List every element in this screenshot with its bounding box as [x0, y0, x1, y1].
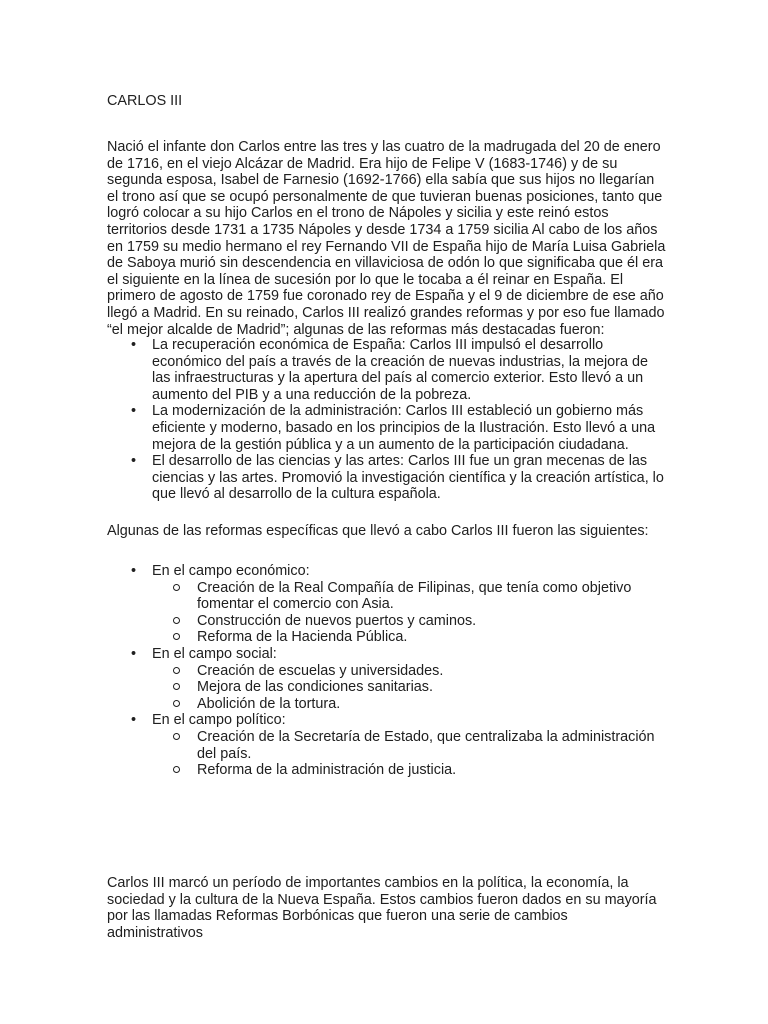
specific-reforms-intro: Algunas de las reformas específicas que llevó a cabo Carlos III fueron las siguientes:: [107, 523, 649, 539]
sublist-item-text: Abolición de la tortura.: [197, 695, 341, 712]
bullet-icon: •: [131, 712, 137, 729]
sublist-item: [152, 663, 667, 680]
reform-bullet-list: [107, 337, 667, 503]
reform-bullet-text: El desarrollo de las ciencias y las artes: Carlos III fue un gran mecenas de las ciencias y las artes. Promovió la investigación científica y la creación artística, lo que llevó al desarrollo de la cultura española.: [152, 453, 664, 503]
bullet-icon: •: [131, 337, 137, 353]
category-label: En el campo social:: [152, 645, 277, 662]
sublist-item-text: Creación de la Real Compañía de Filipinas, que tenía como objetivo fomentar el comercio con Asia.: [197, 579, 632, 613]
reform-bullet-item: [107, 337, 667, 403]
bullet-icon: •: [131, 563, 137, 579]
bullet-icon: •: [131, 645, 137, 662]
circle-bullet-icon: [173, 700, 180, 707]
circle-bullet-icon: [173, 766, 180, 773]
circle-bullet-icon: [173, 584, 180, 591]
sublist-item-text: Creación de la Secretaría de Estado, que centralizaba la administración del país.: [197, 728, 655, 762]
category-sublist: [152, 663, 667, 713]
circle-bullet-icon: [173, 733, 180, 740]
sublist-item-text: Reforma de la administración de justicia.: [197, 762, 457, 779]
sublist-item: [152, 729, 667, 762]
category-label: En el campo económico:: [152, 563, 310, 579]
sublist-item: [152, 679, 667, 696]
reform-category-list: [107, 563, 667, 779]
category-item-political: [107, 712, 667, 778]
sublist-item-text: Creación de escuelas y universidades.: [197, 662, 444, 679]
sublist-item: [152, 613, 667, 630]
circle-bullet-icon: [173, 667, 180, 674]
category-item-economic: [107, 563, 667, 646]
reform-bullet-text: La modernización de la administración: Carlos III estableció un gobierno más eficiente y moderno, basado en los principios de la Ilustración. Esto llevó a una mejora de la gestión pública y a un aumento de la participación ciudadana.: [152, 403, 656, 453]
sublist-item: [152, 696, 667, 713]
sublist-item: [152, 762, 667, 779]
sublist-item-text: Mejora de las condiciones sanitarias.: [197, 679, 433, 696]
closing-paragraph: Carlos III marcó un período de importantes cambios en la política, la economía, la sociedad y la cultura de la Nueva España. Estos cambios fueron dados en su mayoría por las llamadas Reformas Borbónicas que fueron una serie de cambios administrativos: [107, 875, 657, 941]
category-sublist: [152, 729, 667, 779]
circle-bullet-icon: [173, 617, 180, 624]
document-title: CARLOS III: [107, 93, 183, 109]
bullet-icon: •: [131, 403, 137, 420]
category-label: En el campo político:: [152, 712, 286, 729]
sublist-item-text: Reforma de la Hacienda Pública.: [197, 629, 408, 646]
circle-bullet-icon: [173, 683, 180, 690]
category-item-social: [107, 646, 667, 712]
intro-paragraph: Nació el infante don Carlos entre las tres y las cuatro de la madrugada del 20 de enero de 1716, en el viejo Alcázar de Madrid. Era hijo de Felipe V (1683-1746) y de su segunda esposa, Isabel de Farnesio (1692-1766) ella sabía que sus hijos no llegarían el trono así que se ocupó personalmente de que tuvieran buenas posiciones, tanto que logró colocar a su hijo Carlos en el trono de Nápoles y sicilia y este reinó estos territorios desde 1731 a 1735 Nápoles y desde 1734 a 1759 sicilia Al cabo de los años en 1759 su medio hermano el rey Fernando VII de España hijo de María Luisa Gabriela de Saboya murió sin descendencia en villaviciosa de odón lo que significaba que él era el siguiente en la línea de sucesión por lo que le tocaba a él reinar en España. El primero de agosto de 1759 fue coronado rey de España y el 9 de diciembre de ese año llegó a Madrid. En su reinado, Carlos III realizó grandes reformas y por eso fue llamado “el mejor alcalde de Madrid”; algunas de las reformas más destacadas fueron:: [107, 139, 666, 338]
sublist-item: [152, 629, 667, 646]
reform-bullet-item: [107, 453, 667, 503]
sublist-item: [152, 580, 667, 613]
reform-bullet-item: [107, 403, 667, 453]
bullet-icon: •: [131, 453, 137, 470]
reform-bullet-text: La recuperación económica de España: Carlos III impulsó el desarrollo económico del país a través de la creación de nuevas industrias, la mejora de las infraestructuras y la apertura del país al comercio exterior. Esto llevó a un aumento del PIB y a una reducción de la pobreza.: [152, 337, 648, 403]
sublist-item-text: Construcción de nuevos puertos y caminos.: [197, 612, 477, 629]
circle-bullet-icon: [173, 633, 180, 640]
category-sublist: [152, 580, 667, 646]
